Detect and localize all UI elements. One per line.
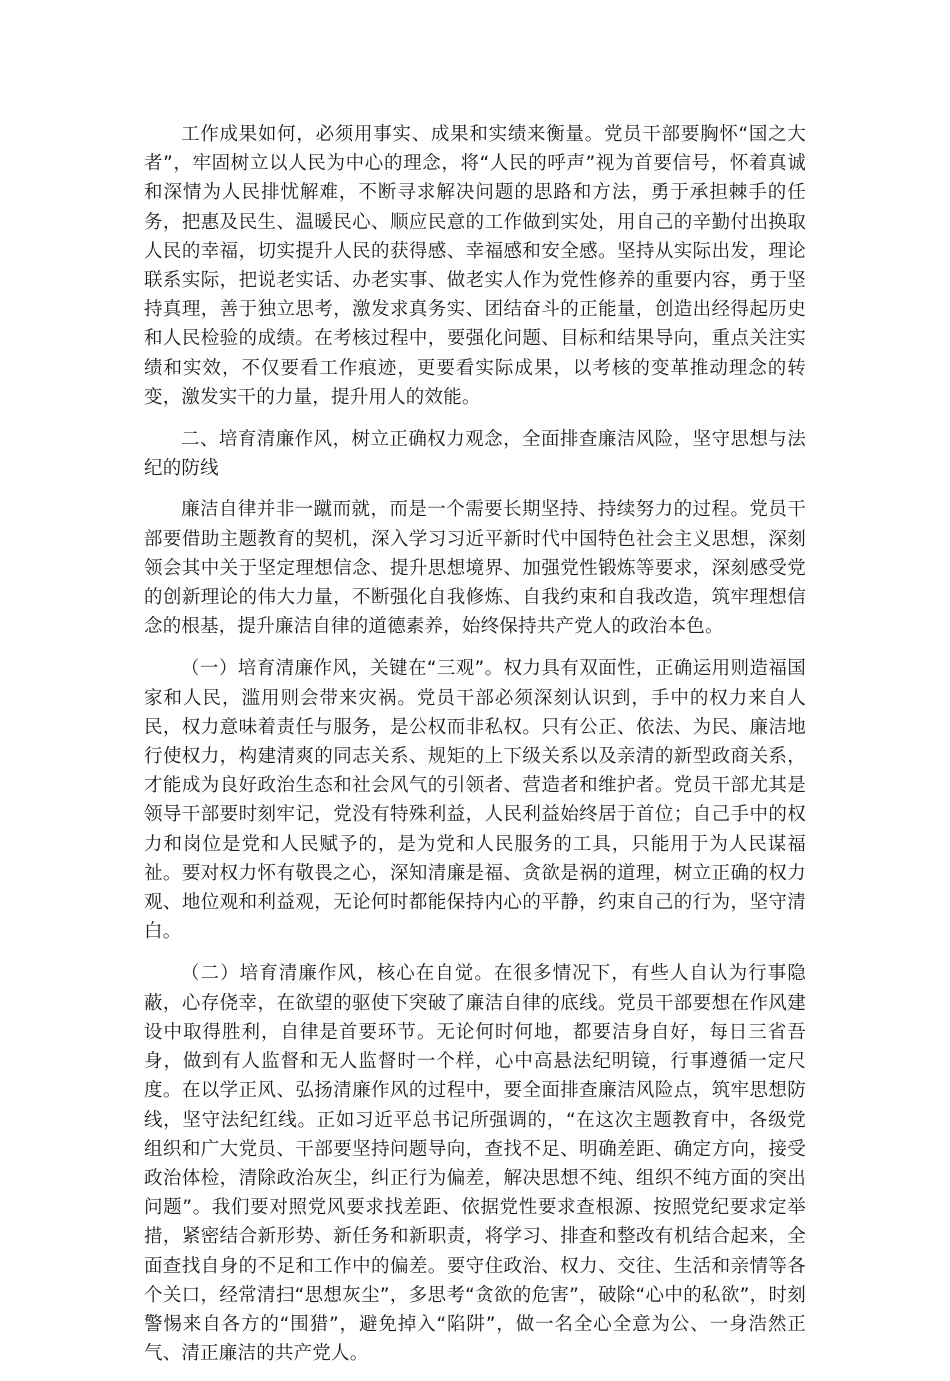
paragraph-subsection-one: （一）培育清廉作风，关键在“三观”。权力具有双面性，正确运用则造福国家和人民，滥用则会带来灾祸。党员干部必须深刻认识到，手中的权力来自人民，权力意味着责任与服务，是公权而非私权。只有公正、依法、为民、廉洁地行使权力，构建清爽的同志关系、规矩的上下级关系以及亲清的新型政商关系，才能成为良好政治生态和社会风气的引领者、营造者和维护者。党员干部尤其是领导干部要时刻牢记，党没有特殊利益，人民利益始终居于首位；自己手中的权力和岗位是党和人民赋予的，是为党和人民服务的工具，只能用于为人民谋福祉。要对权力怀有敬畏之心，深知清廉是福、贪欲是祸的道理，树立正确的权力观、地位观和利益观，无论何时都能保持内心的平静，约束自己的行为，坚守清白。 — [144, 658, 806, 943]
paragraph-work-results: 工作成果如何，必须用事实、成果和实绩来衡量。党员干部要胸怀“国之大者”，牢固树立以人民为中心的理念，将“人民的呼声”视为首要信号，怀着真诚和深情为人民排忧解难，不断寻求解决问题的思路和方法，勇于承担棘手的任务，把惠及民生、温暖民心、顺应民意的工作做到实处，用自己的辛勤付出换取人民的幸福，切实提升人民的获得感、幸福感和安全感。坚持从实际出发，理论联系实际，把说老实话、办老实事、做老实人作为党性修养的重要内容，勇于坚持真理，善于独立思考，激发求真务实、团结奋斗的正能量，创造出经得起历史和人民检验的成绩。在考核过程中，要强化问题、目标和结果导向，重点关注实绩和实效，不仅要看工作痕迹，更要看实际成果，以考核的变革推动理念的转变，激发实干的力量，提升用人的效能。 — [144, 124, 806, 408]
paragraph-self-discipline: 廉洁自律并非一蹴而就，而是一个需要长期坚持、持续努力的过程。党员干部要借助主题教育的契机，深入学习习近平新时代中国特色社会主义思想，深刻领会其中关于坚定理想信念、提升思想境界、加强党性锻炼等要求，深刻感受党的创新理论的伟大力量，不断强化自我修炼、自我约束和自我改造，筑牢理想信念的根基，提升廉洁自律的道德素养，始终保持共产党人的政治本色。 — [144, 499, 806, 638]
paragraph-subsection-two: （二）培育清廉作风，核心在自觉。在很多情况下，有些人自认为行事隐蔽，心存侥幸，在欲望的驱使下突破了廉洁自律的底线。党员干部要想在作风建设中取得胜利，自律是首要环节。无论何时何地，都要洁身自好，每日三省吾身，做到有人监督和无人监督时一个样，心中高悬法纪明镜，行事遵循一定尺度。在以学正风、弘扬清廉作风的过程中，要全面排查廉洁风险点，筑牢思想防线，坚守法纪红线。正如习近平总书记所强调的，“在这次主题教育中，各级党组织和广大党员、干部要坚持问题导向，查找不足、明确差距、确定方向，接受政治体检，清除政治灰尘，纠正行为偏差，解决思想不纯、组织不纯方面的突出问题”。我们要对照党风要求找差距、依据党性要求查根源、按照党纪要求定举措，紧密结合新形势、新任务和新职责，将学习、排查和整改有机结合起来，全面查找自身的不足和工作中的偏差。要守住政治、权力、交往、生活和亲情等各个关口，经常清扫“思想灰尘”，多思考“贪欲的危害”，破除“心中的私欲”，时刻警惕来自各方的“围猎”，避免掉入“陷阱”，做一名全心全意为公、一身浩然正气、清正廉洁的共产党人。 — [144, 963, 806, 1365]
document-page — [144, 120, 806, 1381]
section-heading-two: 二、培育清廉作风，树立正确权力观念，全面排查廉洁风险，坚守思想与法纪的防线 — [144, 429, 806, 480]
